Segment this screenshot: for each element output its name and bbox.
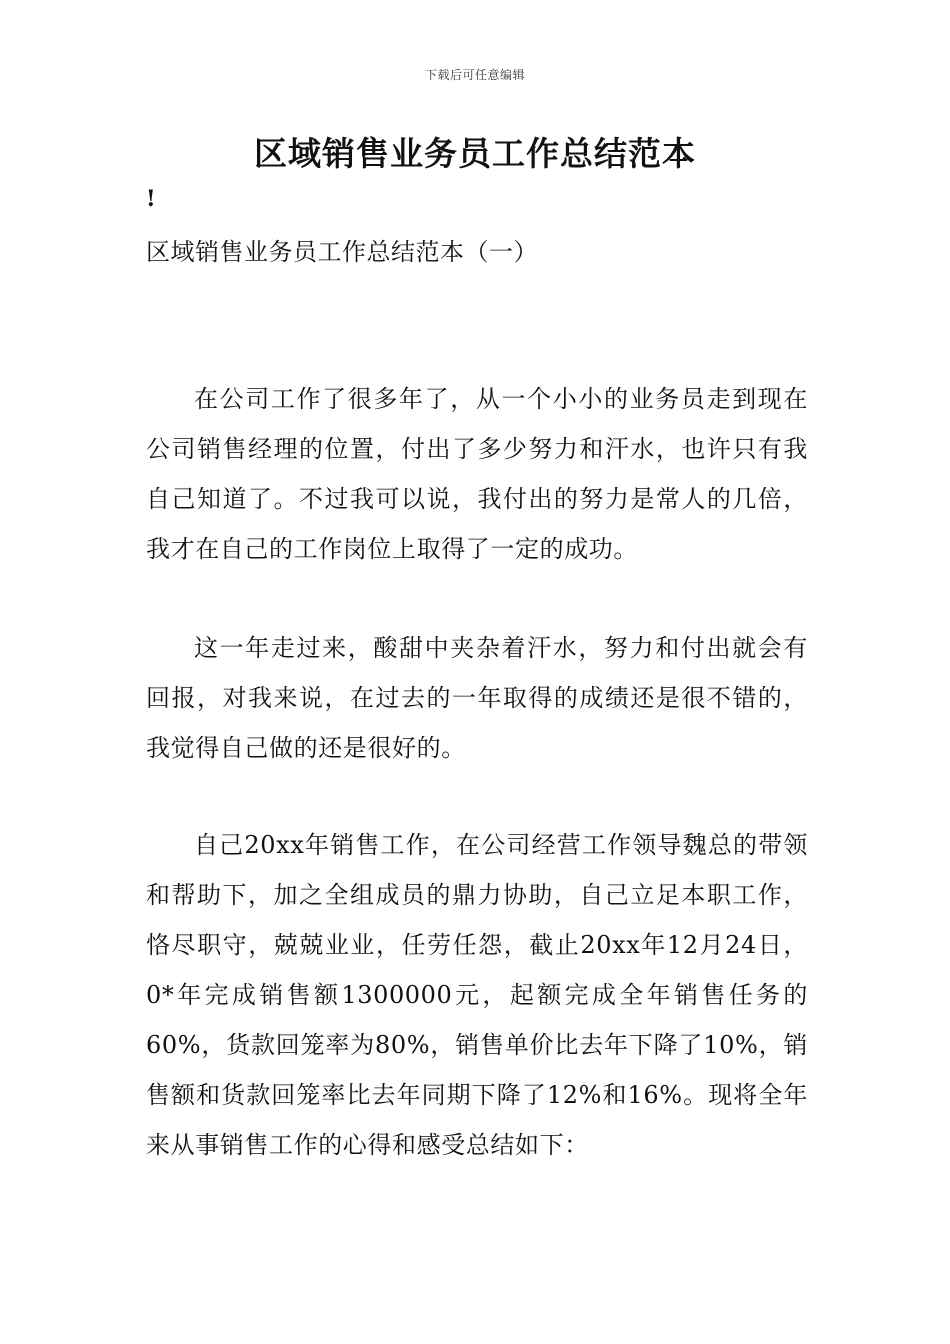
header-note: 下载后可任意编辑 [424, 68, 525, 82]
document-title: 区域销售业务员工作总结范本 [254, 134, 696, 173]
paragraph-2: 这一年走过来，酸甜中夹杂着汗水，努力和付出就会有回报，对我来说，在过去的一年取得的成绩还是很不错的，我觉得自己做的还是很好的。 [146, 634, 808, 762]
document-subtitle: 区域销售业务员工作总结范本（一） [146, 238, 538, 266]
exclamation-mark: ! [146, 186, 156, 212]
paragraph-3: 自己20xx年销售工作，在公司经营工作领导魏总的带领和帮助下，加之全组成员的鼎力协助，自己立足本职工作，恪尽职守，兢兢业业，任劳任怨，截止20xx年12月24日，0*年完成销售额1300000元，起额完成全年销售任务的60%，货款回笼率为80%，销售单价比去年下降了10%，销售额和货款回笼率比去年同期下降了12%和16%。现将全年来从事销售工作的心得和感受总结如下： [146, 831, 808, 1159]
paragraph-1: 在公司工作了很多年了，从一个小小的业务员走到现在公司销售经理的位置，付出了多少努力和汗水，也许只有我自己知道了。不过我可以说，我付出的努力是常人的几倍，我才在自己的工作岗位上取得了一定的成功。 [146, 385, 808, 563]
